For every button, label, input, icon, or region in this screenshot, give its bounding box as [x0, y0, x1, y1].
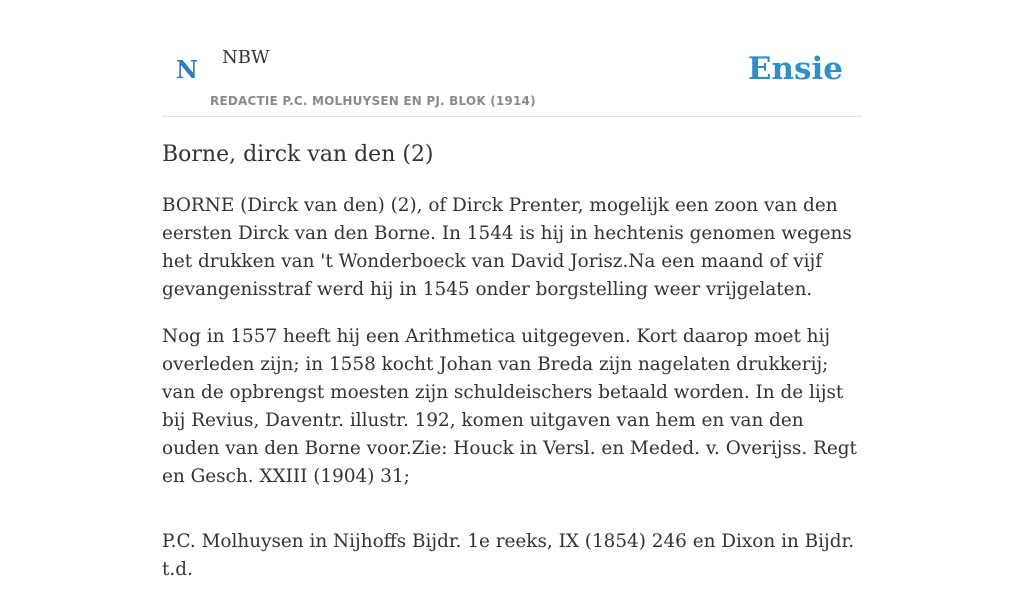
source-name[interactable]: NBW [222, 47, 270, 68]
source-subtitle: REDACTIE P.C. MOLHUYSEN EN PJ. BLOK (1914) [210, 94, 536, 108]
article-title: Borne, dirck van den (2) [162, 142, 434, 167]
article-body [162, 192, 862, 603]
article-paragraph-1: BORNE (Dirck van den) (2), of Dirck Prenter, mogelijk een zoon van den eersten Dirck van den Borne. In 1544 is hij in hechtenis genomen wegens het drukken van 't Wonderboeck van David Jorisz.Na een maand of vijf gevangenisstraf werd hij in 1545 onder borgstelling weer vrijgelaten. [162, 195, 852, 300]
article-paragraph-2: Nog in 1557 heeft hij een Arithmetica uitgegeven. Kort daarop moet hij overleden zijn; in 1558 kocht Johan van Breda zijn nagelaten drukkerij; van de opbrengst moesten zijn schuldeischers betaald worden. In de lijst bij Revius, Daventr. illustr. 192, komen uitgaven van hem en van den ouden van den Borne voor.Zie: Houck in Versl. en Meded. v. Overijss. Regt en Gesch. XXIII (1904) 31; [162, 326, 857, 487]
site-header [162, 0, 862, 117]
source-logo-icon[interactable]: N [176, 55, 198, 84]
ensie-logo-link[interactable]: Ensie [747, 51, 843, 87]
article-paragraph-3: P.C. Molhuysen in Nijhoffs Bijdr. 1e reeks, IX (1854) 246 en Dixon in Bijdr. t.d. [162, 531, 855, 580]
